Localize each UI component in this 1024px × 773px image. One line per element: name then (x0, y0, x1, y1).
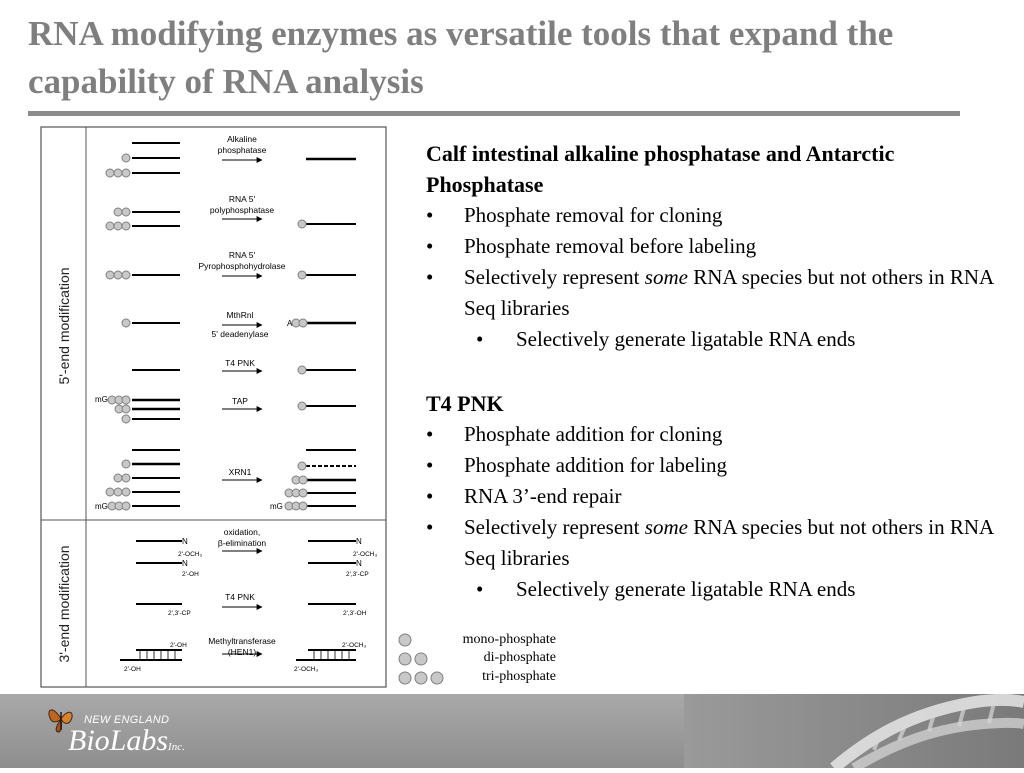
svg-text:mG: mG (95, 395, 108, 404)
list-item: • Phosphate addition for labeling (426, 453, 728, 477)
svg-text:A: A (287, 319, 293, 328)
section2-heading: T4 PNK (426, 391, 504, 416)
svg-text:N: N (356, 559, 362, 568)
title-rule (28, 111, 960, 116)
svg-text:2'-OCH₃: 2'-OCH₃ (178, 551, 203, 558)
svg-text:T4 PNK: T4 PNK (225, 592, 255, 602)
list-item: • Selectively represent some RNA species but not others in RNA Seq libraries (426, 265, 994, 320)
list-item: • Phosphate addition for cloning (426, 422, 723, 446)
svg-text:N: N (182, 537, 188, 546)
svg-text:2'-OCH₃: 2'-OCH₃ (342, 642, 367, 649)
list-item: • Selectively represent some RNA species but not others in RNA Seq libraries (426, 515, 994, 570)
svg-text:2',3'-OH: 2',3'-OH (343, 610, 367, 617)
description-panel (426, 138, 1006, 605)
section1-bullets (426, 200, 1006, 355)
svg-text:Alkaline: Alkaline (227, 134, 257, 144)
section2-bullets (426, 419, 1006, 605)
svg-text:2'-OCH₃: 2'-OCH₃ (294, 666, 319, 673)
section1-heading: Calf intestinal alkaline phosphatase and Antarctic Phosphatase (426, 141, 895, 197)
svg-text:polyphosphatase: polyphosphatase (209, 205, 275, 215)
svg-text:Pyrophosphohydrolase: Pyrophosphohydrolase (198, 261, 286, 271)
svg-text:RNA 5': RNA 5' (228, 194, 256, 204)
svg-text:2'-OCH₃: 2'-OCH₃ (353, 551, 378, 558)
slide-title: RNA modifying enzymes as versatile tools that expand the capability of RNA analysis (28, 14, 894, 101)
list-item: • RNA 3’-end repair (426, 484, 622, 508)
section-label-3prime: 3'-end modification (56, 545, 72, 663)
section-label-5prime: 5'-end modification (56, 267, 72, 385)
dna-image (684, 694, 1024, 768)
svg-text:2'-OH: 2'-OH (170, 642, 187, 649)
legend-mono: mono-phosphate (462, 632, 556, 647)
svg-text:RNA 5': RNA 5' (228, 250, 256, 260)
svg-text:Methyltransferase: Methyltransferase (208, 636, 276, 646)
svg-text:2',3'-CP: 2',3'-CP (168, 610, 191, 617)
svg-text:2'-OH: 2'-OH (124, 666, 141, 673)
list-item: • Phosphate removal before labeling (426, 234, 757, 258)
svg-text:T4 PNK: T4 PNK (225, 358, 255, 368)
sub-list-item: • Selectively generate ligatable RNA ends (476, 577, 856, 601)
svg-text:2',3'-CP: 2',3'-CP (346, 571, 369, 578)
svg-text:β-elimination: β-elimination (217, 538, 267, 548)
legend-tri: tri-phosphate (482, 669, 556, 684)
svg-text:oxidation,: oxidation, (223, 527, 261, 537)
svg-text:N: N (356, 537, 362, 546)
list-item: • Phosphate removal for cloning (426, 203, 723, 227)
phosphate-legend (394, 628, 564, 690)
rna-modification-diagram (40, 126, 388, 688)
legend-di: di-phosphate (483, 650, 556, 665)
company-logo: NEW ENGLAND BioLabsInc. (46, 704, 226, 764)
svg-text:MthRnl: MthRnl (226, 310, 254, 320)
svg-text:phosphatase: phosphatase (217, 145, 267, 155)
sub-list-item: • Selectively generate ligatable RNA ends (476, 327, 856, 351)
svg-text:mG: mG (270, 502, 283, 511)
svg-text:mG: mG (95, 502, 108, 511)
svg-text:XRN1: XRN1 (228, 467, 252, 477)
svg-text:N: N (182, 559, 188, 568)
svg-text:2'-OH: 2'-OH (182, 571, 199, 578)
svg-text:5' deadenylase: 5' deadenylase (211, 329, 269, 339)
svg-text:TAP: TAP (232, 396, 248, 406)
svg-text:(HEN1): (HEN1) (227, 647, 257, 657)
